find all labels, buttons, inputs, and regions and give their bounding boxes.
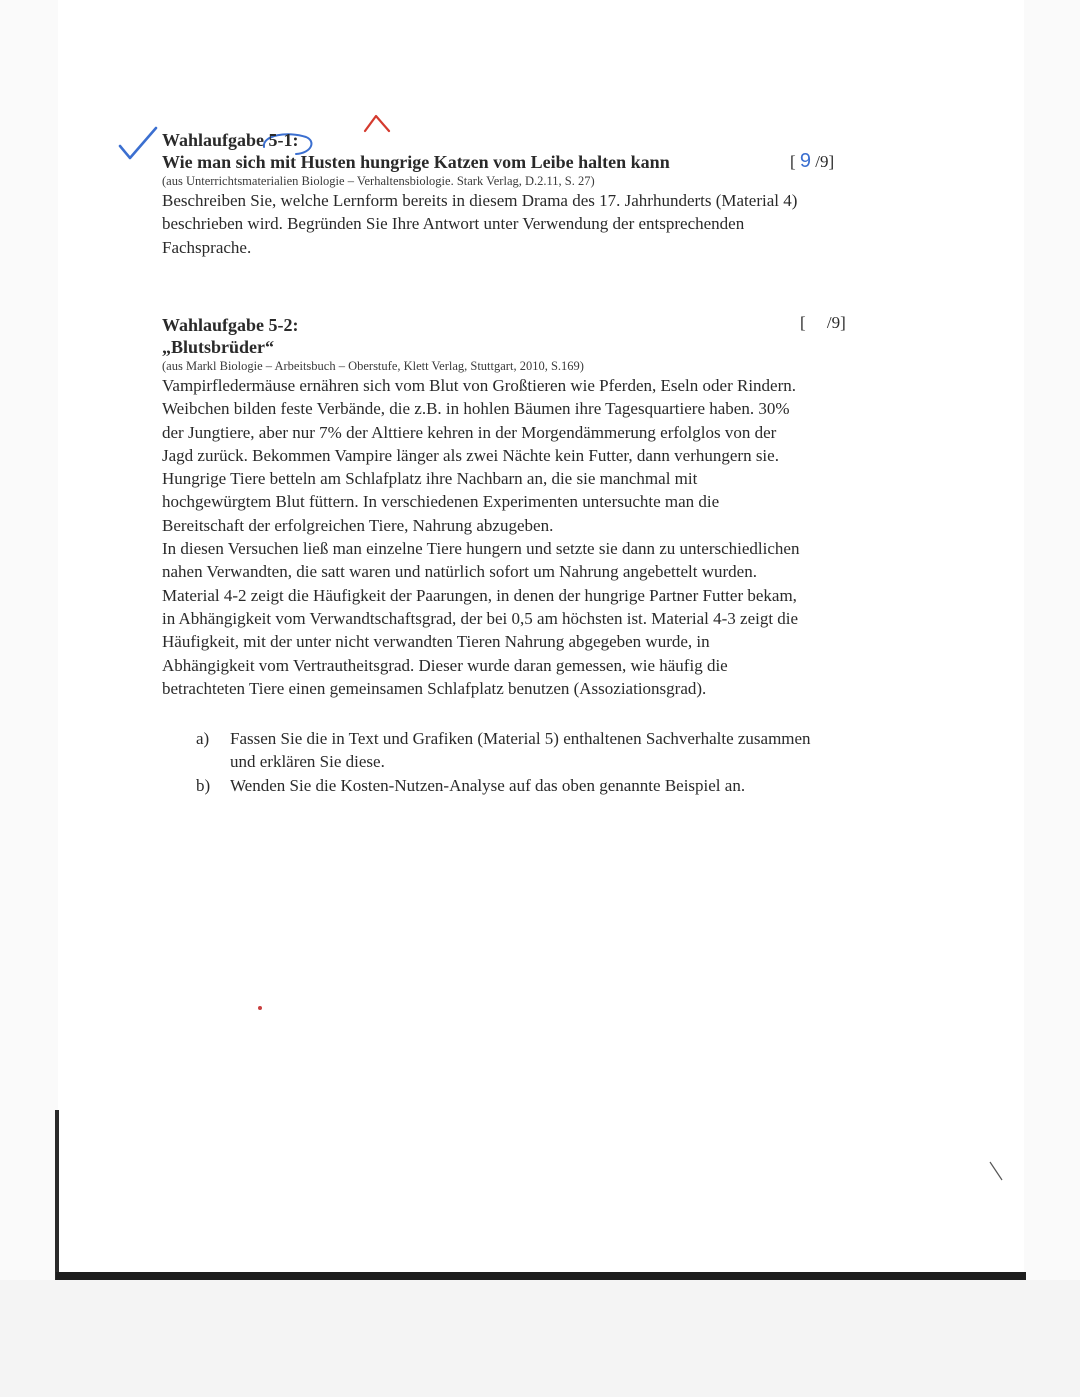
pencil-stroke-icon — [988, 1160, 1008, 1184]
ink-dot — [258, 1006, 262, 1010]
subtask-b: b) Wenden Sie die Kosten-Nutzen-Analyse auf das oben genannte Beispiel an. — [196, 775, 746, 795]
task-5-1-subtitle: Wie man sich mit Husten hungrige Katzen vom Leibe halten kann — [162, 152, 670, 172]
task-5-2-score: [ /9] — [800, 313, 846, 332]
score-given: 9 — [799, 150, 812, 172]
task-5-1 — [162, 129, 912, 259]
background-surface — [0, 1280, 1080, 1397]
task-5-1-source: (aus Unterrichtsmaterialien Biologie – Verhaltensbiologie. Stark Verlag, D.2.11, S. 27) — [162, 174, 595, 188]
task-5-2-subtasks — [196, 727, 916, 797]
checkmark-icon — [118, 126, 160, 162]
task-5-2 — [162, 314, 912, 700]
task-5-2-text: Vampirfledermäuse ernähren sich vom Blut von Großtieren wie Pferden, Eseln oder Rindern. Weibchen bilden feste Verbände, die z.B. in hohlen Bäumen ihre Tagesquartiere haben. 30% der Jungtiere, aber nur 7% der Alttiere kehren in der Morgendämmerung erfolglos von der Jagd zurück. Bekommen Vampire länger als zwei Nächte kein Futter, dann verhungern sie. Hungrige Tiere betteln am Schlafplatz ihre Nachbarn an, die sie manchmal mit hochgewürgtem Blut füttern. In verschiedenen Experimenten untersuchte man die Bereitschaft der erfolgreichen Tiere, Nahrung abzugeben. In diesen Versuchen ließ man einzelne Tiere hungern und setzte sie dann zu unterschiedlichen nahen Verwandten, die satt waren und natürlich sofort um Nahrung angebettelt wurden. Material 4-2 zeigt die Häufigkeit der Paarungen, in denen der hungrige Partner Futter bekam, in Abhängigkeit vom Verwandtschaftsgrad, der bei 0,5 am höchsten ist. Material 4-3 zeigt die Häufigkeit, mit der unter nicht verwandten Tieren Nahrung abgegeben wurde, in Abhängigkeit vom Vertrautheitsgrad. Dieser wurde daran gemessen, wie häufig die betrachteten Tiere einen gemeinsamen Schlafplatz benutzen (Assoziationsgrad). — [162, 376, 800, 698]
subtask-a: a) Fassen Sie die in Text und Grafiken (Material 5) enthaltenen Sachverhalte zusammen und erklären Sie diese. — [196, 729, 811, 772]
task-5-2-source: (aus Markl Biologie – Arbeitsbuch – Oberstufe, Klett Verlag, Stuttgart, 2010, S.169) — [162, 359, 584, 373]
task-5-1-text: Beschreiben Sie, welche Lernform bereits in diesem Drama des 17. Jahrhunderts (Material 4) beschrieben wird. Begründen Sie Ihre Antwort unter Verwendung der entsprechenden Fachsprache. — [162, 191, 798, 257]
sheet-shadow-left — [55, 1110, 59, 1280]
task-5-2-subtitle: „Blutsbrüder“ — [162, 337, 275, 357]
sheet-shadow-bottom — [56, 1272, 1026, 1280]
task-5-1-score: [ 9 /9] — [790, 150, 835, 172]
task-5-1-title: Wahlaufgabe 5-1: — [162, 130, 299, 150]
task-5-2-title: Wahlaufgabe 5-2: — [162, 315, 299, 335]
